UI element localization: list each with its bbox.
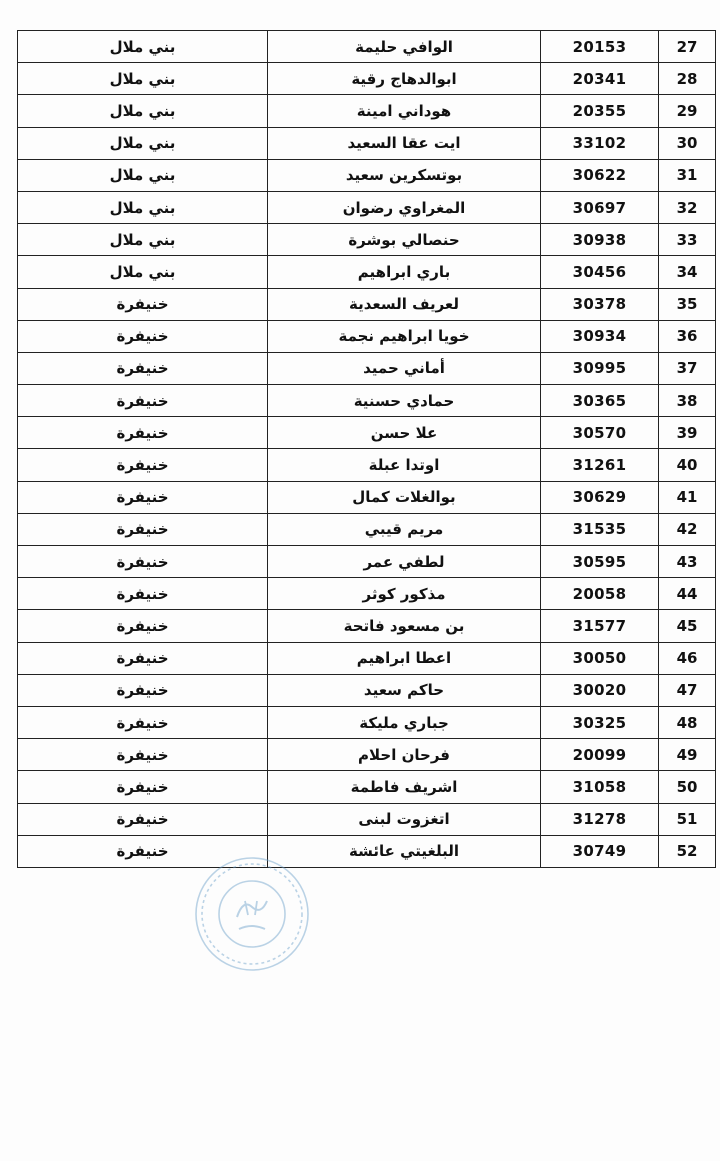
row-name-cell: بوتسكرين سعيد: [268, 159, 541, 191]
row-name-cell: حاكم سعيد: [268, 674, 541, 706]
row-name-cell: علا حسن: [268, 417, 541, 449]
roster-table-body: [18, 31, 716, 868]
table-row: [18, 674, 716, 706]
table-row: [18, 803, 716, 835]
row-name-cell: خويا ابراهيم نجمة: [268, 320, 541, 352]
row-id-cell: 30934: [541, 320, 659, 352]
row-city-cell: بني ملال: [18, 63, 268, 95]
row-city-cell: خنيفرة: [18, 449, 268, 481]
row-name-cell: أماني حميد: [268, 352, 541, 384]
row-number-cell: 47: [659, 674, 716, 706]
row-city-cell: خنيفرة: [18, 320, 268, 352]
row-name-cell: ابوالدهاج رقية: [268, 63, 541, 95]
seal-stamp-icon: [193, 855, 311, 973]
row-number-cell: 41: [659, 481, 716, 513]
row-name-cell: مذكور كوثر: [268, 578, 541, 610]
table-row: [18, 63, 716, 95]
row-number-cell: 30: [659, 127, 716, 159]
row-id-cell: 20058: [541, 578, 659, 610]
table-row: [18, 352, 716, 384]
row-city-cell: خنيفرة: [18, 835, 268, 867]
row-name-cell: اتغزوت لبنى: [268, 803, 541, 835]
table-row: [18, 288, 716, 320]
row-id-cell: 30595: [541, 546, 659, 578]
row-number-cell: 33: [659, 224, 716, 256]
row-city-cell: بني ملال: [18, 256, 268, 288]
row-city-cell: خنيفرة: [18, 706, 268, 738]
row-city-cell: خنيفرة: [18, 481, 268, 513]
row-id-cell: 20099: [541, 739, 659, 771]
row-number-cell: 35: [659, 288, 716, 320]
row-id-cell: 30325: [541, 706, 659, 738]
table-row: [18, 31, 716, 63]
table-row: [18, 610, 716, 642]
row-name-cell: هوداني امينة: [268, 95, 541, 127]
row-city-cell: خنيفرة: [18, 771, 268, 803]
row-name-cell: البلغيتي عائشة: [268, 835, 541, 867]
row-city-cell: بني ملال: [18, 224, 268, 256]
row-name-cell: بوالغلات كمال: [268, 481, 541, 513]
row-name-cell: مريم قيبي: [268, 513, 541, 545]
row-id-cell: 20341: [541, 63, 659, 95]
row-city-cell: خنيفرة: [18, 803, 268, 835]
row-id-cell: 31535: [541, 513, 659, 545]
row-number-cell: 44: [659, 578, 716, 610]
row-city-cell: بني ملال: [18, 95, 268, 127]
row-name-cell: حنصالي بوشرة: [268, 224, 541, 256]
row-number-cell: 29: [659, 95, 716, 127]
row-number-cell: 51: [659, 803, 716, 835]
table-row: [18, 546, 716, 578]
row-number-cell: 52: [659, 835, 716, 867]
row-number-cell: 45: [659, 610, 716, 642]
table-row: [18, 385, 716, 417]
row-city-cell: خنيفرة: [18, 610, 268, 642]
row-number-cell: 31: [659, 159, 716, 191]
row-id-cell: 30629: [541, 481, 659, 513]
row-name-cell: بن مسعود فاتحة: [268, 610, 541, 642]
row-name-cell: اوتدا عبلة: [268, 449, 541, 481]
row-name-cell: حمادي حسنية: [268, 385, 541, 417]
table-row: [18, 513, 716, 545]
row-id-cell: 30749: [541, 835, 659, 867]
row-name-cell: اشريف فاطمة: [268, 771, 541, 803]
row-city-cell: بني ملال: [18, 191, 268, 223]
row-id-cell: 20153: [541, 31, 659, 63]
row-number-cell: 38: [659, 385, 716, 417]
row-name-cell: لطفي عمر: [268, 546, 541, 578]
table-row: [18, 449, 716, 481]
row-name-cell: جباري مليكة: [268, 706, 541, 738]
row-id-cell: 30697: [541, 191, 659, 223]
row-number-cell: 36: [659, 320, 716, 352]
table-row: [18, 739, 716, 771]
row-id-cell: 33102: [541, 127, 659, 159]
row-id-cell: 31058: [541, 771, 659, 803]
table-row: [18, 95, 716, 127]
row-city-cell: بني ملال: [18, 127, 268, 159]
row-id-cell: 31577: [541, 610, 659, 642]
row-city-cell: خنيفرة: [18, 352, 268, 384]
row-id-cell: 30456: [541, 256, 659, 288]
row-number-cell: 39: [659, 417, 716, 449]
row-city-cell: خنيفرة: [18, 546, 268, 578]
row-id-cell: 30050: [541, 642, 659, 674]
table-row: [18, 320, 716, 352]
roster-table: [17, 30, 716, 868]
row-number-cell: 28: [659, 63, 716, 95]
row-number-cell: 50: [659, 771, 716, 803]
row-city-cell: خنيفرة: [18, 642, 268, 674]
row-number-cell: 40: [659, 449, 716, 481]
row-city-cell: خنيفرة: [18, 417, 268, 449]
row-name-cell: المغراوي رضوان: [268, 191, 541, 223]
row-city-cell: بني ملال: [18, 159, 268, 191]
table-row: [18, 835, 716, 867]
row-name-cell: لعريف السعدية: [268, 288, 541, 320]
table-row: [18, 191, 716, 223]
row-name-cell: فرحان احلام: [268, 739, 541, 771]
row-id-cell: 30378: [541, 288, 659, 320]
row-city-cell: خنيفرة: [18, 578, 268, 610]
table-row: [18, 706, 716, 738]
table-row: [18, 481, 716, 513]
row-name-cell: ايت عقا السعيد: [268, 127, 541, 159]
row-id-cell: 30938: [541, 224, 659, 256]
row-number-cell: 42: [659, 513, 716, 545]
table-row: [18, 417, 716, 449]
row-number-cell: 43: [659, 546, 716, 578]
row-number-cell: 37: [659, 352, 716, 384]
row-city-cell: خنيفرة: [18, 513, 268, 545]
row-number-cell: 27: [659, 31, 716, 63]
row-id-cell: 30020: [541, 674, 659, 706]
row-name-cell: اعطا ابراهيم: [268, 642, 541, 674]
row-city-cell: خنيفرة: [18, 674, 268, 706]
row-id-cell: 31278: [541, 803, 659, 835]
row-id-cell: 31261: [541, 449, 659, 481]
row-id-cell: 30365: [541, 385, 659, 417]
row-city-cell: خنيفرة: [18, 739, 268, 771]
table-row: [18, 578, 716, 610]
table-row: [18, 159, 716, 191]
row-id-cell: 30622: [541, 159, 659, 191]
table-row: [18, 771, 716, 803]
row-number-cell: 46: [659, 642, 716, 674]
table-row: [18, 642, 716, 674]
row-city-cell: بني ملال: [18, 31, 268, 63]
row-city-cell: خنيفرة: [18, 385, 268, 417]
row-number-cell: 49: [659, 739, 716, 771]
row-number-cell: 34: [659, 256, 716, 288]
table-row: [18, 224, 716, 256]
row-city-cell: خنيفرة: [18, 288, 268, 320]
row-id-cell: 20355: [541, 95, 659, 127]
row-id-cell: 30995: [541, 352, 659, 384]
row-number-cell: 32: [659, 191, 716, 223]
row-id-cell: 30570: [541, 417, 659, 449]
table-row: [18, 256, 716, 288]
table-row: [18, 127, 716, 159]
row-name-cell: باري ابراهيم: [268, 256, 541, 288]
row-number-cell: 48: [659, 706, 716, 738]
row-name-cell: الوافي حليمة: [268, 31, 541, 63]
